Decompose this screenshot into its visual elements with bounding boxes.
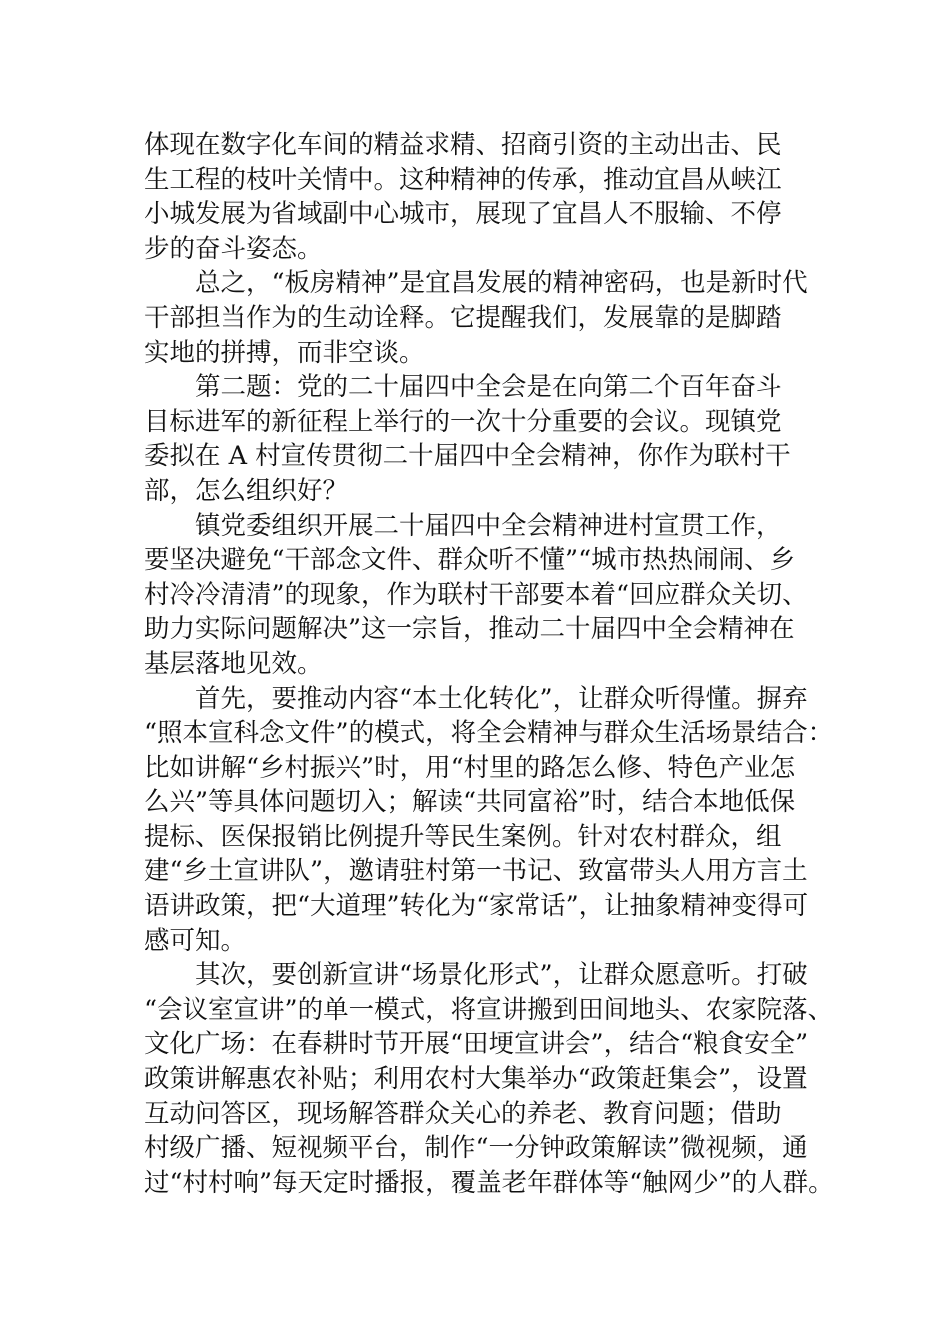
text-line: 建“乡土宣讲队”，邀请驻村第一书记、致富带头人用方言土	[144, 856, 808, 887]
text-line: 步的奋斗姿态。	[144, 233, 323, 264]
text-line: 生工程的枝叶关情中。这种精神的传承，推动宜昌从峡江	[144, 164, 782, 195]
text-line: 其次，要创新宣讲“场景化形式”，让群众愿意听。打破	[195, 960, 808, 991]
text-line: 提标、医保报销比例提升等民生案例。针对农村群众，组	[144, 821, 782, 852]
paragraph-continuation	[144, 128, 812, 266]
paragraph-first-point	[144, 682, 834, 959]
text-line: “会议室宣讲”的单一模式，将宣讲搬到田间地头、农家院落、	[144, 994, 834, 1025]
text-line: 目标进军的新征程上举行的一次十分重要的会议。现镇党	[144, 406, 782, 437]
text-line: 总之，“板房精神”是宜昌发展的精神密码，也是新时代	[195, 268, 808, 299]
text-line: 语讲政策，把“大道理”转化为“家常话”，让抽象精神变得可	[144, 891, 809, 922]
text-line: 比如讲解“乡村振兴”时，用“村里的路怎么修、特色产业怎	[144, 752, 796, 783]
text-line: 委拟在 A 村宣传贯彻二十届四中全会精神，你作为联村干	[144, 441, 791, 472]
paragraph-conclusion	[144, 266, 812, 370]
document-body	[144, 128, 834, 1200]
paragraph-introduction	[144, 509, 812, 682]
text-line: 实地的拼搏，而非空谈。	[144, 337, 425, 368]
text-line: 村冷冷清清”的现象，作为联村干部要本着“回应群众关切、	[144, 579, 808, 610]
text-line: 文化广场：在春耕时节开展“田埂宣讲会”，结合“粮食安全”	[144, 1029, 809, 1060]
text-line: 过“村村响”每天定时播报，覆盖老年群体等“触网少”的人群。	[144, 1167, 834, 1198]
text-line: 干部担当作为的生动诠释。它提醒我们，发展靠的是脚踏	[144, 302, 782, 333]
text-line: 助力实际问题解决”这一宗旨，推动二十届四中全会精神在	[144, 614, 795, 645]
text-line: 政策讲解惠农补贴；利用农村大集举办“政策赶集会”，设置	[144, 1064, 808, 1095]
text-line: 么兴”等具体问题切入；解读“共同富裕”时，结合本地低保	[144, 787, 796, 818]
paragraph-question-two	[144, 370, 812, 508]
text-line: 第二题：党的二十届四中全会是在向第二个百年奋斗	[195, 372, 782, 403]
text-line: 镇党委组织开展二十届四中全会精神进村宣贯工作，	[195, 510, 782, 541]
text-line: 互动问答区，现场解答群众关心的养老、教育问题；借助	[144, 1098, 782, 1129]
text-line: 小城发展为省域副中心城市，展现了宜昌人不服输、不停	[144, 199, 782, 230]
text-line: “照本宣科念文件”的模式，将全会精神与群众生活场景结合：	[144, 718, 834, 749]
text-line: 体现在数字化车间的精益求精、招商引资的主动出击、民	[144, 130, 782, 160]
text-line: 部，怎么组织好？	[144, 475, 349, 506]
text-line: 村级广播、短视频平台，制作“一分钟政策解读”微视频，通	[144, 1133, 808, 1164]
text-line: 感可知。	[144, 925, 247, 956]
text-line: 首先，要推动内容“本土化转化”，让群众听得懂。摒弃	[195, 683, 808, 714]
text-line: 要坚决避免“干部念文件、群众听不懂”“城市热热闹闹、乡	[144, 545, 796, 576]
paragraph-second-point	[144, 958, 834, 1200]
text-line: 基层落地见效。	[144, 648, 323, 679]
